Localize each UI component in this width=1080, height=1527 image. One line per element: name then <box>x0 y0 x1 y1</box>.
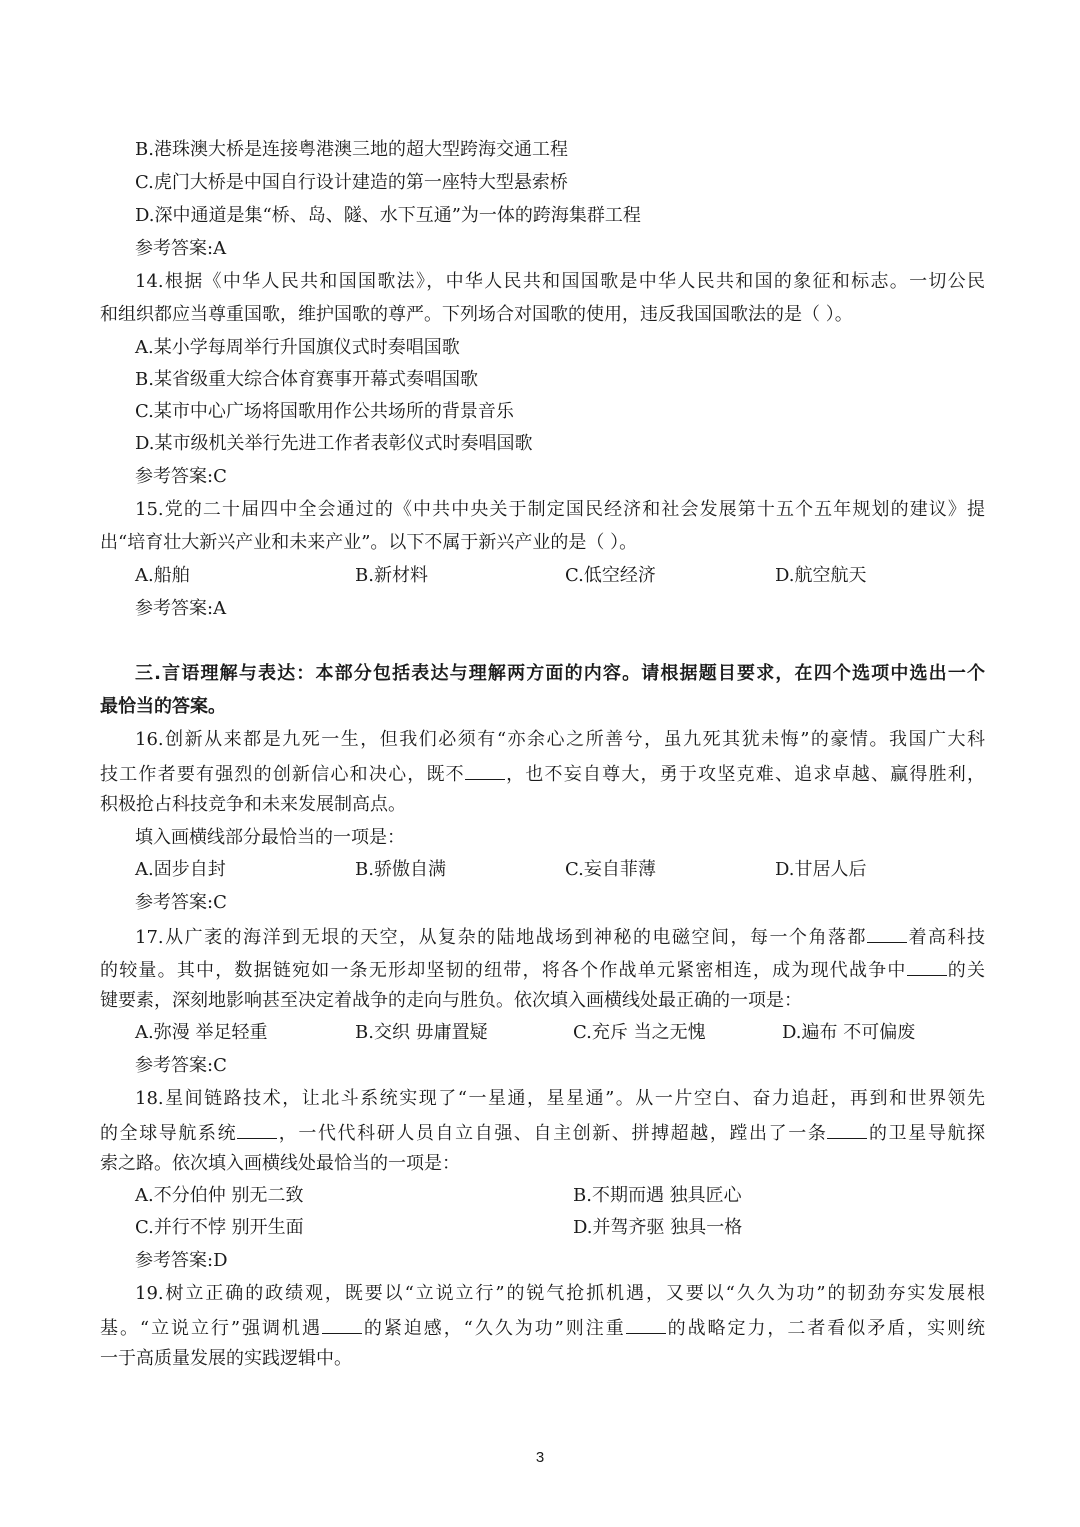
section-heading-line1: 三.言语理解与表达：本部分包括表达与理解两方面的内容。请根据题目要求，在四个选项中选出一个 <box>135 663 985 684</box>
q17-stem-line2-part2: 的关 <box>946 960 986 981</box>
q19-stem-line1: 19.树立正确的政绩观，既要以“立说立行”的锐气抢抓机遇，又要以“久久为功”的韧劲夯实发展根 <box>135 1283 985 1304</box>
q16-stem-line2-part1: 技工作者要有强烈的创新信心和决心，既不 <box>100 764 465 785</box>
q18-option-c: C.并行不悖 别开生面 <box>135 1217 304 1238</box>
q14-option-d: D.某市级机关举行先进工作者表彰仪式时奏唱国歌 <box>135 433 533 454</box>
q17-stem-line2-part1: 的较量。其中，数据链宛如一条无形却坚韧的纽带，将各个作战单元紧密相连，成为现代战争中 <box>100 960 907 981</box>
q15-stem-line1: 15.党的二十届四中全会通过的《中共中央关于制定国民经济和社会发展第十五个五年规划的建议》提 <box>135 499 985 520</box>
q17-option-c: C.充斥 当之无愧 <box>573 1022 706 1043</box>
q15-stem-line2: 出“培育壮大新兴产业和未来产业”。以下不属于新兴产业的是（ ）。 <box>100 532 638 553</box>
q17-stem-line2 <box>100 957 985 983</box>
q18-option-d: D.并驾齐驱 独具一格 <box>573 1217 743 1238</box>
q16-prompt: 填入画横线部分最恰当的一项是： <box>135 827 405 848</box>
q18-stem-line2-part3: 的卫星导航探 <box>867 1123 986 1144</box>
q19-blank-1 <box>322 1315 362 1334</box>
q19-stem-line3: 一于高质量发展的实践逻辑中。 <box>100 1348 352 1369</box>
q16-option-c: C.妄自菲薄 <box>565 859 656 880</box>
q13-option-c: C.虎门大桥是中国自行设计建造的第一座特大型悬索桥 <box>135 172 568 193</box>
q17-stem-line1-part1: 17.从广袤的海洋到无垠的天空，从复杂的陆地战场到神秘的电磁空间，每一个角落都 <box>135 927 868 948</box>
q17-blank-1 <box>867 924 907 943</box>
q15-option-c: C.低空经济 <box>565 565 656 586</box>
q13-option-d: D.深中通道是集“桥、岛、隧、水下互通”为一体的跨海集群工程 <box>135 205 641 226</box>
q17-stem-line1-part2: 着高科技 <box>907 927 986 948</box>
q19-stem-line2-part3: 的战略定力，二者看似矛盾，实则统 <box>665 1318 986 1339</box>
q17-stem-line1 <box>135 924 985 950</box>
q15-answer: 参考答案:A <box>135 598 227 619</box>
section-heading-line2: 最恰当的答案。 <box>100 696 226 717</box>
q14-option-a: A.某小学每周举行升国旗仪式时奏唱国歌 <box>135 337 460 358</box>
q16-option-b: B.骄傲自满 <box>355 859 446 880</box>
q18-stem-line1: 18.星间链路技术，让北斗系统实现了“一星通，星星通”。从一片空白、奋力追赶，再到和世界领先 <box>135 1088 985 1109</box>
q18-option-a: A.不分伯仲 别无二致 <box>135 1185 304 1206</box>
q17-option-a: A.弥漫 举足轻重 <box>135 1022 268 1043</box>
q16-option-d: D.甘居人后 <box>775 859 867 880</box>
q15-option-d: D.航空航天 <box>775 565 867 586</box>
q17-answer: 参考答案:C <box>135 1055 227 1076</box>
q14-stem-line2: 和组织都应当尊重国歌，维护国歌的尊严。下列场合对国歌的使用，违反我国国歌法的是（ ）。 <box>100 304 853 325</box>
q14-option-c: C.某市中心广场将国歌用作公共场所的背景音乐 <box>135 401 514 422</box>
q17-stem-line3: 键要素，深刻地影响甚至决定着战争的走向与胜负。依次填入画横线处最正确的一项是： <box>100 990 802 1011</box>
q17-option-d: D.遍布 不可偏废 <box>782 1022 916 1043</box>
q13-answer: 参考答案:A <box>135 238 227 259</box>
q16-blank <box>465 761 505 780</box>
q17-option-b: B.交织 毋庸置疑 <box>355 1022 488 1043</box>
q16-option-a: A.固步自封 <box>135 859 226 880</box>
q15-option-a: A.船舶 <box>135 565 190 586</box>
q19-stem-line2-part2: 的紧迫感，“久久为功”则注重 <box>361 1318 626 1339</box>
q18-stem-line3: 索之路。依次填入画横线处最恰当的一项是： <box>100 1153 460 1174</box>
q18-answer: 参考答案:D <box>135 1250 228 1271</box>
q16-stem-line3: 积极抢占科技竞争和未来发展制高点。 <box>100 794 406 815</box>
page-number: 3 <box>535 1449 545 1466</box>
q18-blank-2 <box>827 1120 867 1139</box>
q19-blank-2 <box>626 1315 666 1334</box>
q14-stem-line1: 14.根据《中华人民共和国国歌法》，中华人民共和国国歌是中华人民共和国的象征和标志。一切公民 <box>135 271 985 292</box>
q14-option-b: B.某省级重大综合体育赛事开幕式奏唱国歌 <box>135 369 478 390</box>
q14-answer: 参考答案:C <box>135 466 227 487</box>
q18-option-b: B.不期而遇 独具匠心 <box>573 1185 742 1206</box>
q18-blank-1 <box>237 1120 277 1139</box>
q18-stem-line2 <box>100 1120 985 1146</box>
q16-answer: 参考答案:C <box>135 892 227 913</box>
q18-stem-line2-part1: 的全球导航系统 <box>100 1123 238 1144</box>
q17-blank-2 <box>907 957 947 976</box>
q16-stem-line2-part2: ，也不妄自尊大，勇于攻坚克难、追求卓越、赢得胜利， <box>504 764 986 785</box>
q13-option-b: B.港珠澳大桥是连接粤港澳三地的超大型跨海交通工程 <box>135 139 568 160</box>
q15-option-b: B.新材料 <box>355 565 428 586</box>
q16-stem-line2 <box>100 761 985 787</box>
q19-stem-line2 <box>100 1315 985 1341</box>
q16-stem-line1: 16.创新从来都是九死一生，但我们必须有“亦余心之所善兮，虽九死其犹未悔”的豪情。我国广大科 <box>135 729 985 750</box>
q18-stem-line2-part2: ，一代代科研人员自立自强、自主创新、拼搏超越，蹚出了一条 <box>277 1123 828 1144</box>
q19-stem-line2-part1: 基。“立说立行”强调机遇 <box>100 1318 322 1339</box>
